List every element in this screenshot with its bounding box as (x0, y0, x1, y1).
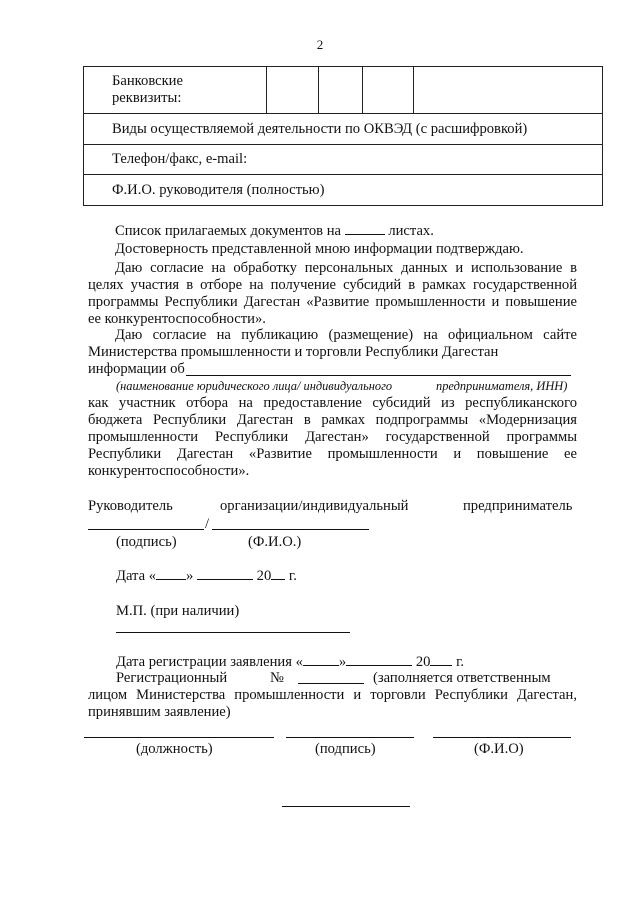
registrar-name-field[interactable] (433, 737, 571, 738)
date-year-prefix: 20 (256, 568, 272, 584)
phone-label[interactable]: Телефон/факс, e-mail: (84, 145, 603, 175)
footer-line (282, 806, 410, 807)
role-word-head: Руководитель (88, 498, 173, 514)
bank-details-line1: Банковские (112, 73, 183, 89)
date-year-field[interactable] (271, 567, 285, 580)
info-about-field[interactable] (186, 375, 571, 376)
registration-note-continued: лицом Министерства промышленности и торговли Республики Дагестан, принявшим заявление) (88, 687, 577, 720)
role-word-organization: организации/индивидуальный (220, 498, 409, 514)
applicant-details-table (83, 66, 603, 206)
role-word-entrepreneur: предприниматель (463, 498, 573, 514)
bank-details-label (84, 67, 267, 114)
bank-details-cell-3[interactable] (363, 67, 414, 114)
documents-count-line (115, 222, 434, 240)
registrar-signature-field[interactable] (286, 737, 414, 738)
reg-date-year-field[interactable] (430, 653, 452, 666)
head-name-caption: (Ф.И.О.) (248, 534, 302, 550)
head-name-field[interactable] (212, 529, 369, 530)
documents-count-suffix: листах. (388, 223, 434, 239)
date-day-field[interactable] (156, 567, 186, 580)
registration-date-line (116, 653, 464, 671)
head-name-label[interactable]: Ф.И.О. руководителя (полностью) (84, 175, 603, 206)
info-hint-left: (наименование юридического лица/ индивидуального (116, 379, 393, 393)
date-close-quote: » (186, 568, 194, 584)
consent-publication: Даю согласие на публикацию (размещение) на официальном сайте Министерства промышленности и торговли Республики Дагестан (88, 327, 577, 360)
participant-text: как участник отбора на предоставление субсидий из республиканского бюджета Республики Дагестан в рамках подпрограммы «Модернизация промышленности Республики Дагестан» государственной программы Республики Дагестан «Развитие промышленности и повышение ее конкурентоспособности». (88, 395, 577, 479)
reg-date-open-quote: Дата регистрации заявления « (116, 654, 303, 670)
bank-details-cell-1[interactable] (267, 67, 319, 114)
bank-details-line2: реквизиты: (112, 90, 182, 106)
registrar-position-caption: (должность) (136, 741, 213, 757)
confirmation-text: Достоверность представленной мною информации подтверждаю. (115, 241, 524, 257)
consent-personal-data: Даю согласие на обработку персональных данных и использование в целях участия в отборе на получение субсидий в рамках государственной программы Республики Дагестан «Развитие промышленности и повышение ее конкурентоспособности». (88, 260, 577, 327)
date-month-field[interactable] (197, 567, 253, 580)
registration-number-note: (заполняется ответственным (373, 670, 551, 686)
info-hint-right: предпринимателя, ИНН) (436, 379, 568, 393)
seal-label: М.П. (при наличии) (116, 603, 240, 619)
table-row-activity (84, 114, 603, 145)
registration-number-label: Регистрационный (116, 670, 228, 686)
date-year-suffix: г. (288, 568, 297, 584)
head-signature-field[interactable] (88, 529, 204, 530)
head-signature-caption: (подпись) (116, 534, 177, 550)
table-row-phone (84, 145, 603, 175)
page-number: 2 (316, 37, 324, 52)
table-row-head-name (84, 175, 603, 206)
registrar-position-field[interactable] (84, 737, 274, 738)
table-row-bank-details (84, 67, 603, 114)
registration-number-sign: № (270, 670, 284, 686)
date-open-quote: Дата « (116, 568, 157, 584)
documents-count-field[interactable] (345, 222, 385, 235)
activity-label[interactable]: Виды осуществляемой деятельности по ОКВЭД (с расшифровкой) (84, 114, 603, 145)
reg-date-month-field[interactable] (346, 653, 412, 666)
reg-date-year-suffix: г. (456, 654, 465, 670)
signature-date-line (116, 567, 297, 585)
signature-slash: / (205, 516, 210, 532)
bank-details-cell-4[interactable] (414, 67, 603, 114)
reg-date-close-quote: » (338, 654, 347, 670)
seal-field[interactable] (116, 632, 350, 633)
reg-date-year-prefix: 20 (415, 654, 431, 670)
registrar-signature-caption: (подпись) (315, 741, 376, 757)
registrar-name-caption: (Ф.И.О) (474, 741, 524, 757)
registration-number-field[interactable] (298, 683, 364, 684)
documents-count-text: Список прилагаемых документов на (115, 223, 342, 239)
bank-details-cell-2[interactable] (319, 67, 363, 114)
info-about-label: информации об (88, 361, 185, 377)
reg-date-day-field[interactable] (303, 653, 339, 666)
